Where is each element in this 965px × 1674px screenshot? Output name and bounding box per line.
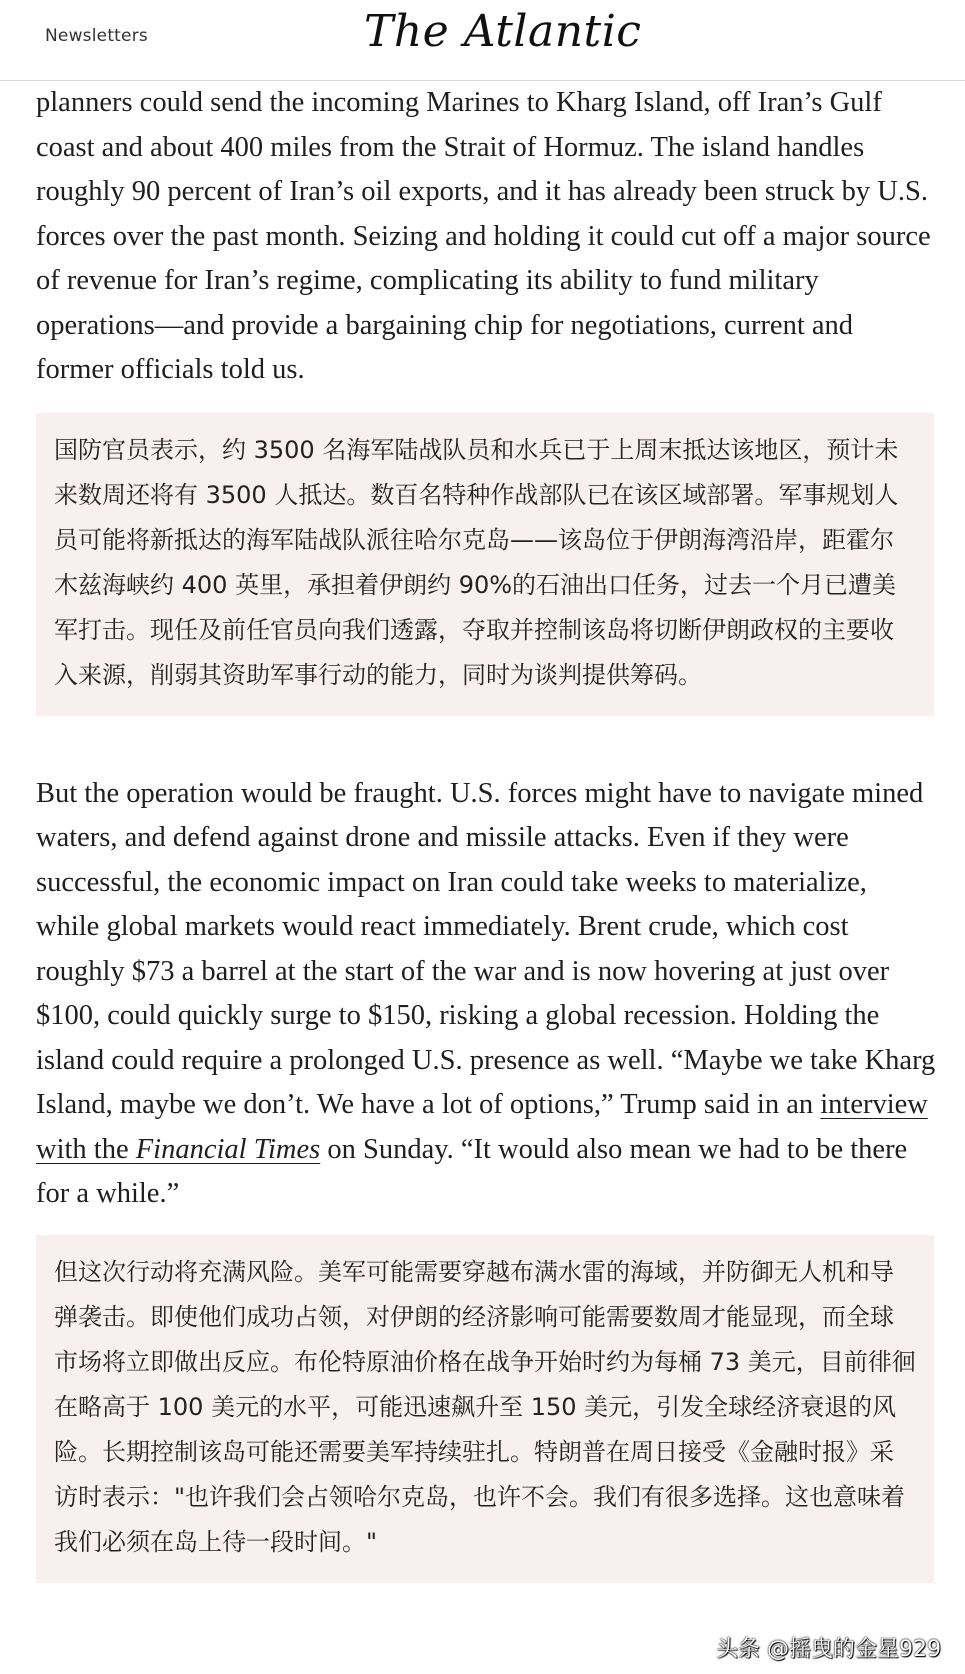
link-text: interview with the bbox=[36, 1089, 928, 1165]
site-logo[interactable]: The Atlantic bbox=[364, 6, 642, 57]
translation-block: 但这次行动将充满风险。美军可能需要穿越布满水雷的海域，并防御无人机和导弹袭击。即使他们成功占领，对伊朗的经济影响可能需要数周才能显现，而全球市场将立即做出反应。布伦特原油价格在战争开始时约为每桶 73 美元，目前徘徊在略高于 100 美元的水平，可能迅速飙升至 150 美元，引发全球经济衰退的风险。长期控制该岛可能还需要美军持续驻扎。特朗普在周日接受《金融时报》采访时表示："也许我们会占领哈尔克岛，也许不会。我们有很多选择。这也意味着我们必须在岛上待一段时间。" bbox=[36, 1235, 934, 1583]
newsletters-link[interactable]: Newsletters bbox=[45, 26, 148, 46]
article-body bbox=[36, 80, 936, 1583]
site-header bbox=[0, 0, 965, 81]
watermark: 头条 @摇曳的金星929 bbox=[716, 1637, 941, 1662]
paragraph-text: But the operation would be fraught. U.S. forces might have to navigate mined waters, and defend against drone and missile attacks. Even if they were successful, the economic impact on Iran could take weeks to materialize, while global markets would react immediately. Brent crude, which cost roughly $73 a barrel at the start of the war and is now hovering at just over $100, could quickly surge to $150, risking a global recession. Holding the island could require a prolonged U.S. presence as well. “Maybe we take Kharg Island, maybe we don’t. We have a lot of options,” Trump said in an bbox=[36, 777, 936, 1120]
paragraph-text: on Sunday. “It would also mean we had to be there for a while.” bbox=[36, 1133, 908, 1209]
link-italic-text: Financial Times bbox=[135, 1133, 321, 1165]
translation-block: 国防官员表示，约 3500 名海军陆战队员和水兵已于上周末抵达该地区，预计未来数周还将有 3500 人抵达。数百名特种作战部队已在该区域部署。军事规划人员可能将新抵达的海军陆战队派往哈尔克岛——该岛位于伊朗海湾沿岸，距霍尔木兹海峡约 400 英里，承担着伊朗约 90%的石油出口任务，过去一个月已遭美军打击。现任及前任官员向我们透露，夺取并控制该岛将切断伊朗政权的主要收入来源，削弱其资助军事行动的能力，同时为谈判提供筹码。 bbox=[36, 413, 934, 716]
paragraph-english bbox=[36, 772, 936, 1217]
menu-icon[interactable] bbox=[0, 33, 6, 47]
paragraph-english: planners could send the incoming Marines to Kharg Island, off Iran’s Gulf coast and about 400 miles from the Strait of Hormuz. The island handles roughly 90 percent of Iran’s oil exports, and it has already been struck by U.S. forces over the past month. Seizing and holding it could cut off a major source of revenue for Iran’s regime, complicating its ability to fund military operations—and provide a bargaining chip for negotiations, current and former officials told us. bbox=[36, 87, 931, 385]
